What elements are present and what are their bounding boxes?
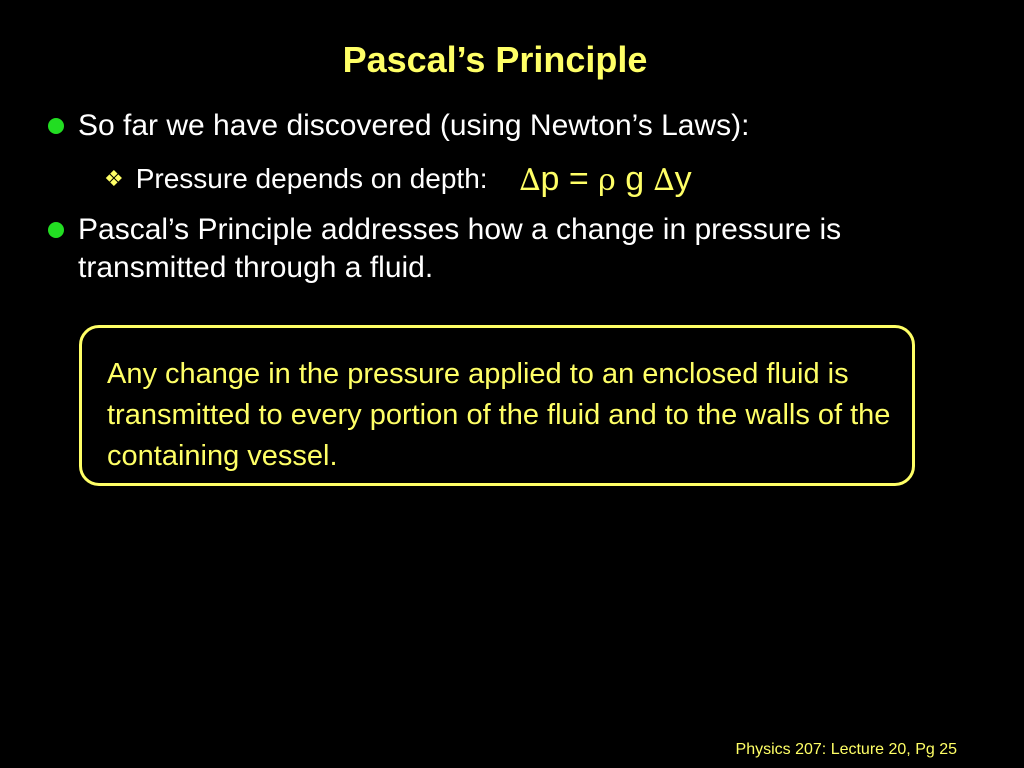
green-circle-bullet-icon xyxy=(48,222,64,238)
bullet-text: So far we have discovered (using Newton’s Laws): xyxy=(78,109,750,142)
formula-delta: ∆ xyxy=(653,163,675,198)
formula-equals: = xyxy=(559,160,599,198)
principle-callout-box xyxy=(79,325,915,486)
bullet-text: Pascal’s Principle addresses how a change in pressure is transmitted through a fluid. xyxy=(78,213,842,284)
callout-text: Any change in the pressure applied to an enclosed fluid is transmitted to every portion of the fluid and to the walls of the containing vessel. xyxy=(107,358,891,472)
formula-delta: ∆ xyxy=(519,163,541,198)
bullet-item xyxy=(48,107,749,145)
sub-bullet-text: Pressure depends on depth: xyxy=(135,163,488,194)
slide-footer: Physics 207: Lecture 20, Pg 25 xyxy=(735,741,957,758)
green-circle-bullet-icon xyxy=(48,118,64,134)
pressure-depth-formula xyxy=(520,160,692,200)
slide-title: Pascal’s Principle xyxy=(342,39,648,80)
formula-y: y xyxy=(674,160,692,198)
bullet-item xyxy=(48,211,958,287)
formula-p: p xyxy=(540,160,560,198)
formula-g: g xyxy=(615,160,654,198)
four-diamond-icon: ❖ xyxy=(104,166,124,191)
formula-rho: ρ xyxy=(598,163,616,198)
sub-bullet-item xyxy=(104,160,692,200)
